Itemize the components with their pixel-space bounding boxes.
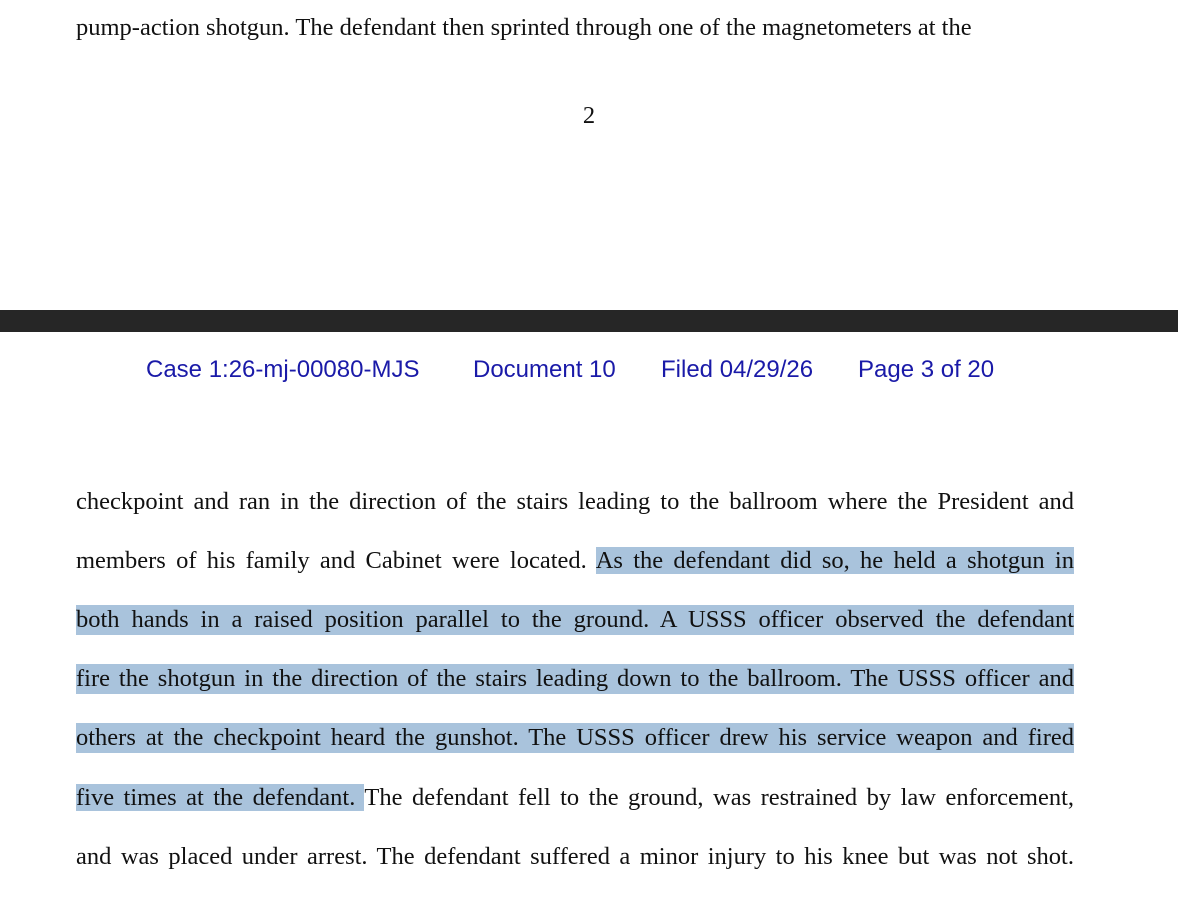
page-number: 2 [582,102,596,129]
body-line-2-text: members of his family and Cabinet were located. [76,547,596,574]
page-indicator: Page 3 of 20 [858,356,995,383]
body-line-5-highlighted[interactable]: others at the checkpoint heard the gunshot. The USSS officer drew his service weapon and fired [76,724,1074,751]
body-line-6 [76,783,1074,813]
page-divider [0,310,1178,332]
filed-date: Filed 04/29/26 [661,356,814,383]
body-line-6-text: The defendant fell to the ground, was restrained by law enforcement, [364,784,1075,811]
highlighted-text[interactable]: As the defendant did so, he held a shotgun in [595,547,1074,574]
previous-page-last-line: pump-action shotgun. The defendant then sprinted through one of the magnetometers at the [76,14,972,41]
case-number: Case 1:26-mj-00080-MJS [146,356,420,383]
body-line-7: and was placed under arrest. The defendant suffered a minor injury to his knee but was not shot. [76,843,1074,870]
body-line-4-highlighted[interactable]: fire the shotgun in the direction of the stairs leading down to the ballroom. The USSS officer and [76,665,1074,692]
body-line-1: checkpoint and ran in the direction of the stairs leading to the ballroom where the President and [76,488,1074,515]
body-line-2 [76,546,1074,576]
highlighted-text[interactable]: five times at the defendant. [76,784,365,811]
document-number: Document 10 [473,356,616,383]
body-line-3-highlighted[interactable]: both hands in a raised position parallel to the ground. A USSS officer observed the defendant [76,606,1074,633]
